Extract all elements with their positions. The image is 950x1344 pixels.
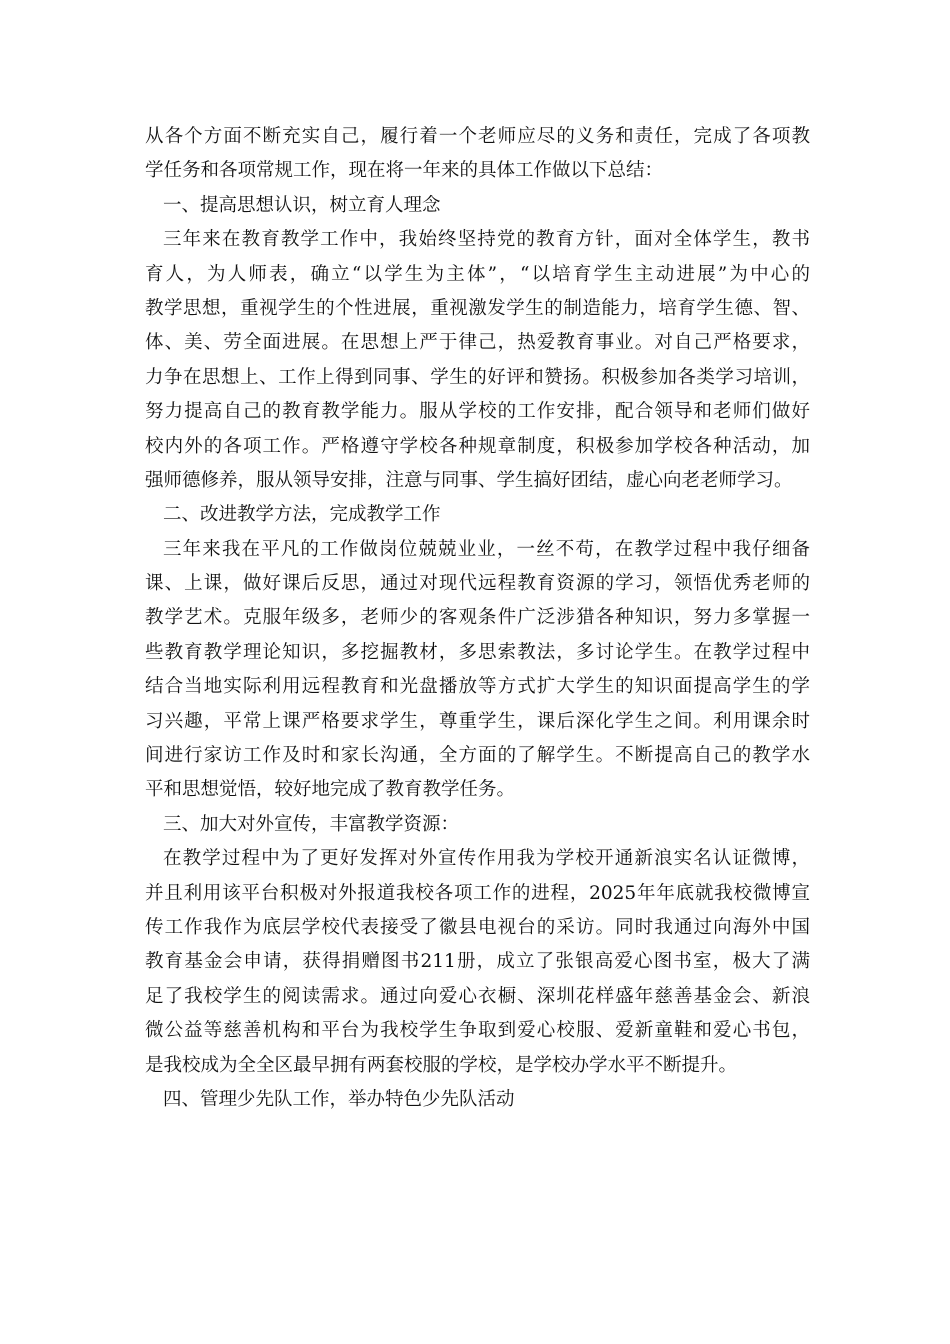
section-heading: 一、提高思想认识，树立育人理念 — [163, 194, 441, 216]
paragraph-line: 传工作我作为底层学校代表接受了徽县电视台的采访。同时我通过向海外中国 — [145, 916, 810, 938]
paragraph-line: 三年来我在平凡的工作做岗位兢兢业业，一丝不苟，在教学过程中我仔细备 — [163, 538, 810, 560]
section-heading: 二、改进教学方法，完成教学工作 — [163, 504, 441, 526]
paragraph-line: 并且利用该平台积极对外报道我校各项工作的进程，2025年年底就我校微博宣 — [145, 882, 810, 904]
paragraph-line: 是我校成为全全区最早拥有两套校服的学校，是学校办学水平不断提升。 — [145, 1054, 738, 1076]
paragraph-line: 教育基金会申请，获得捐赠图书211册，成立了张银高爱心图书室，极大了满 — [145, 951, 810, 973]
paragraph-line: 学任务和各项常规工作，现在将一年来的具体工作做以下总结： — [145, 160, 664, 182]
document-page — [145, 120, 810, 1117]
paragraph-line: 平和思想觉悟，较好地完成了教育教学任务。 — [145, 779, 516, 801]
paragraph-line: 育人，为人师表，确立“以学生为主体”，“以培育学生主动进展”为中心的 — [145, 263, 810, 285]
paragraph-line: 课、上课，做好课后反思，通过对现代远程教育资源的学习，领悟优秀老师的 — [145, 573, 810, 595]
paragraph-line: 间进行家访工作及时和家长沟通，全方面的了解学生。不断提高自己的教学水 — [145, 745, 810, 767]
section-heading: 四、管理少先队工作，举办特色少先队活动 — [163, 1088, 515, 1110]
section-heading: 三、加大对外宣传，丰富教学资源： — [163, 813, 460, 835]
paragraph-line: 努力提高自己的教育教学能力。服从学校的工作安排，配合领导和老师们做好 — [145, 401, 810, 423]
paragraph-line: 三年来在教育教学工作中，我始终坚持党的教育方针，面对全体学生，教书 — [163, 229, 810, 251]
paragraph-line: 从各个方面不断充实自己，履行着一个老师应尽的义务和责任，完成了各项教 — [145, 126, 810, 147]
paragraph-line: 微公益等慈善机构和平台为我校学生争取到爱心校服、爱新童鞋和爱心书包， — [145, 1020, 810, 1042]
paragraph-line: 体、美、劳全面进展。在思想上严于律己，热爱教育事业。对自己严格要求， — [145, 332, 810, 354]
paragraph-line: 足了我校学生的阅读需求。通过向爱心衣橱、深圳花样盛年慈善基金会、新浪 — [145, 985, 810, 1007]
paragraph-line: 在教学过程中为了更好发挥对外宣传作用我为学校开通新浪实名认证微博， — [163, 848, 810, 870]
paragraph-line: 教学思想，重视学生的个性进展，重视激发学生的制造能力，培育学生德、智、 — [145, 297, 810, 319]
paragraph-line: 结合当地实际利用远程教育和光盘播放等方式扩大学生的知识面提高学生的学 — [145, 676, 810, 698]
paragraph-line: 些教育教学理论知识，多挖掘教材，多思索教法，多讨论学生。在教学过程中 — [145, 641, 810, 663]
paragraph-line: 强师德修养，服从领导安排，注意与同事、学生搞好团结，虚心向老老师学习。 — [145, 469, 793, 491]
paragraph-line: 校内外的各项工作。严格遵守学校各种规章制度，积极参加学校各种活动，加 — [145, 435, 810, 457]
paragraph-line: 习兴趣，平常上课严格要求学生，尊重学生，课后深化学生之间。利用课余时 — [145, 710, 810, 732]
paragraph-line: 教学艺术。克服年级多，老师少的客观条件广泛涉猎各种知识，努力多掌握一 — [145, 607, 810, 629]
paragraph-line: 力争在思想上、工作上得到同事、学生的好评和赞扬。积极参加各类学习培训， — [145, 366, 810, 388]
